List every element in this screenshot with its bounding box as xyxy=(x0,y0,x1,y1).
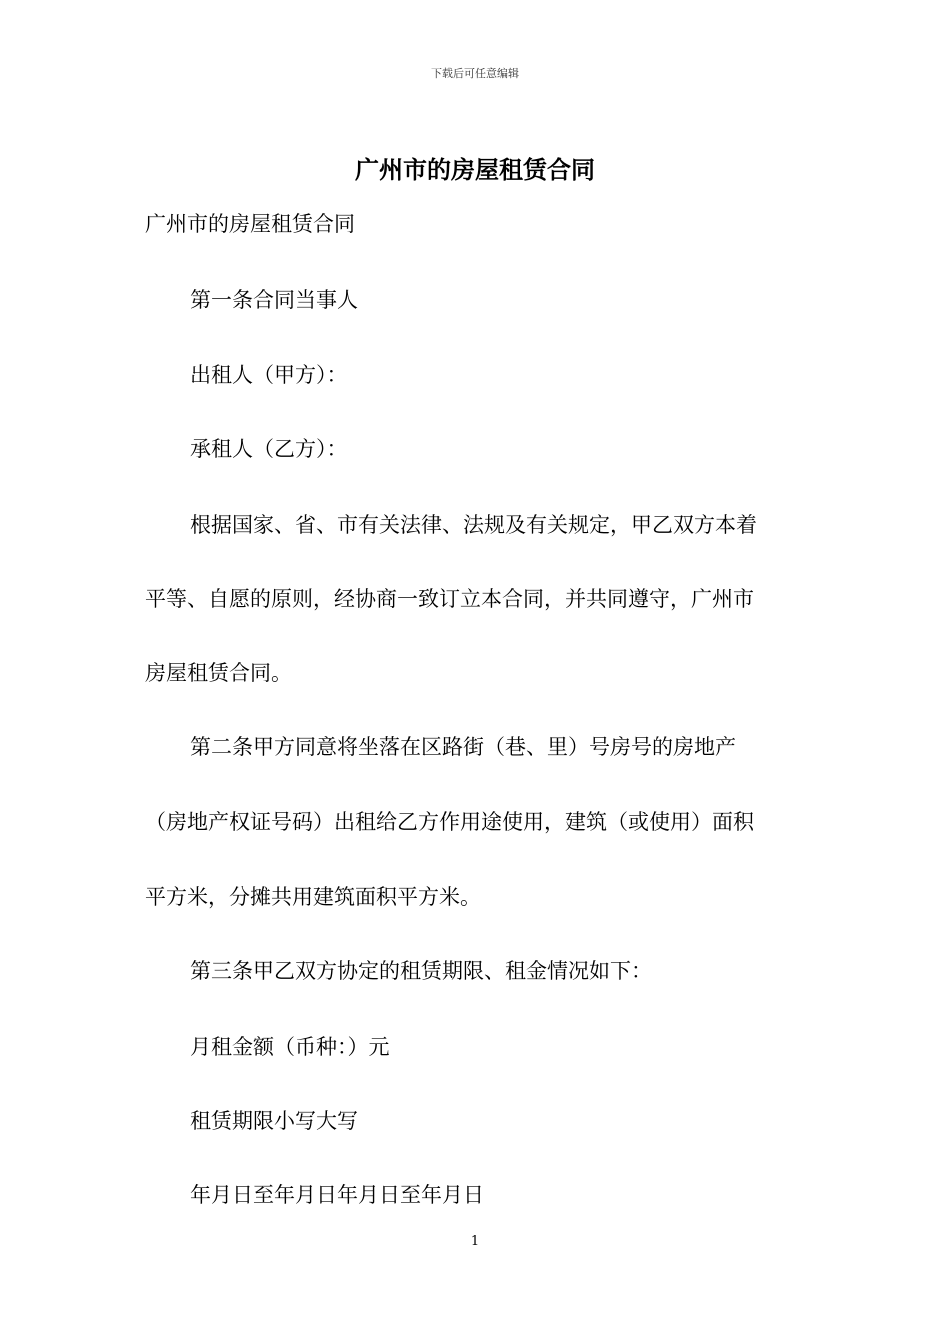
paragraph-line: 租赁期限小写大写 xyxy=(190,1109,358,1133)
paragraph-line: 第二条甲方同意将坐落在区路街（巷、里）号房号的房地产 xyxy=(190,735,736,759)
page-number: 1 xyxy=(470,1234,480,1249)
paragraph-line: （房地产权证号码）出租给乙方作用途使用，建筑（或使用）面积 xyxy=(145,810,754,834)
paragraph-line: 平方米，分摊共用建筑面积平方米。 xyxy=(145,885,481,909)
paragraph-line: 平等、自愿的原则，经协商一致订立本合同，并共同遵守，广州市 xyxy=(145,587,754,611)
paragraph-line: 年月日至年月日年月日至年月日 xyxy=(190,1183,484,1207)
paragraph-line: 根据国家、省、市有关法律、法规及有关规定，甲乙双方本着 xyxy=(190,513,757,537)
paragraph-line: 房屋租赁合同。 xyxy=(145,661,292,685)
paragraph-line: 第一条合同当事人 xyxy=(190,288,358,312)
header-note: 下载后可任意编辑 xyxy=(431,67,519,80)
paragraph-line: 广州市的房屋租赁合同 xyxy=(145,212,355,236)
paragraph-line: 月租金额（币种：）元 xyxy=(190,1035,390,1059)
paragraph-line: 出租人（甲方）： xyxy=(190,363,348,387)
document-title: 广州市的房屋租赁合同 xyxy=(355,156,595,184)
paragraph-line: 承租人（乙方）： xyxy=(190,437,348,461)
paragraph-line: 第三条甲乙双方协定的租赁期限、租金情况如下： xyxy=(190,959,652,983)
